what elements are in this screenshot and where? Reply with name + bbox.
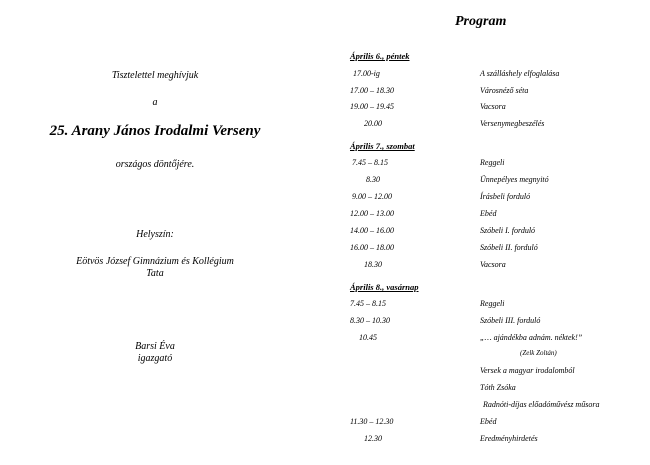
schedule-time: 12.00 – 13.00 [350,209,394,218]
schedule-event: Szóbeli II. forduló [480,243,538,252]
schedule-time: 20.00 [364,119,382,128]
schedule-event: Reggeli [480,299,505,308]
schedule-time: 8.30 – 10.30 [350,316,390,325]
schedule-event: Eredményhirdetés [480,434,538,443]
schedule-event: Ebéd [480,417,497,426]
schedule-event: Szóbeli III. forduló [480,316,541,325]
schedule-time: 18.30 [364,260,382,269]
schedule-event: „… ajándékba adnám. néktek!” [480,333,583,342]
schedule-event: Radnóti-díjas előadóművész műsora [483,400,600,409]
schedule-event: Versenymegbeszélés [480,119,545,128]
schedule-time: 9.00 – 12.00 [352,192,392,201]
schedule-event: Vacsora [480,260,506,269]
schedule-event: Reggeli [480,158,505,167]
schedule-time: 11.30 – 12.30 [350,417,394,426]
schedule-event: Tóth Zsóka [480,383,516,392]
schedule-event: Írásbeli forduló [480,192,531,201]
schedule-event-credit: (Zelk Zoltán) [520,349,557,357]
day-heading-friday: Április 6., péntek [350,51,410,61]
schedule-event: Szóbeli I. forduló [480,226,536,235]
schedule-event: A szálláshely elfoglalása [480,69,560,78]
schedule-time: 14.00 – 16.00 [350,226,394,235]
event-title: 25. Arany János Irodalmi Verseny [49,123,261,139]
invitation-greeting: Tisztelettel meghívjuk [111,70,199,81]
venue-line-1: Eötvös József Gimnázium és Kollégium [76,256,234,267]
signer-name: Barsi Éva [135,341,175,352]
schedule-time: 10.45 [359,333,377,342]
schedule-time: 7.45 – 8.15 [350,299,386,308]
venue-label: Helyszín: [136,229,174,240]
day-heading-saturday: Április 7., szombat [350,141,415,151]
invitation-article: a [152,97,158,108]
schedule-time: 12.30 [364,434,382,443]
day-heading-sunday: Április 8., vasárnap [350,282,419,292]
schedule-time: 17.00-ig [353,69,380,78]
schedule-event: Versek a magyar irodalomból [480,366,575,375]
schedule-time: 8.30 [366,175,380,184]
schedule-time: 19.00 – 19.45 [350,102,394,111]
venue-line-2: Tata [146,268,164,279]
schedule-event: Vacsora [480,102,506,111]
schedule-time: 7.45 – 8.15 [352,158,388,167]
schedule-time: 17.00 – 18.30 [350,86,394,95]
schedule-event: Ebéd [480,209,497,218]
schedule-event: Ünnepélyes megnyitó [480,175,549,184]
invitation-subtitle: országos döntőjére. [115,159,195,170]
schedule-time: 16.00 – 18.00 [350,243,394,252]
signer-title: igazgató [137,353,173,364]
program-title: Program [455,14,507,29]
schedule-event: Városnéző séta [480,86,529,95]
